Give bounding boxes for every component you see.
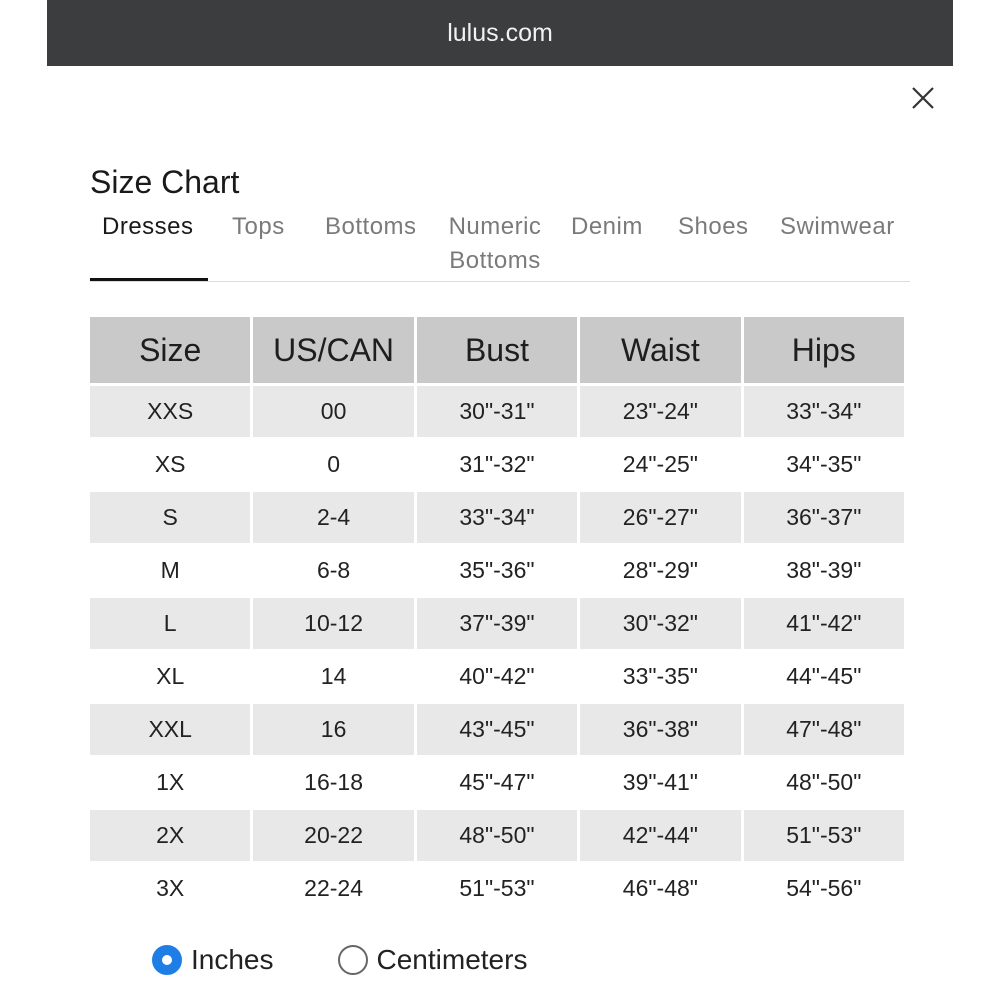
cell-hips: 36"-37" <box>744 492 904 545</box>
table-row <box>90 704 904 757</box>
header-waist: Waist <box>580 314 740 386</box>
cell-waist: 42"-44" <box>580 810 740 863</box>
table-row <box>90 651 904 704</box>
cell-size: S <box>90 492 250 545</box>
table-row <box>90 810 904 863</box>
cell-hips: 47"-48" <box>744 704 904 757</box>
table-row <box>90 757 904 810</box>
cell-size: XL <box>90 651 250 704</box>
tab-swimwear[interactable]: Swimwear <box>780 213 895 240</box>
cell-us-can: 14 <box>253 651 413 704</box>
cell-hips: 41"-42" <box>744 598 904 651</box>
unit-label-centimeters: Centimeters <box>376 944 528 975</box>
tab-tops[interactable]: Tops <box>232 213 285 240</box>
tab-numeric-bottoms[interactable]: Numeric Bottoms <box>448 213 542 274</box>
cell-size: XXL <box>90 704 250 757</box>
cell-waist: 28"-29" <box>580 545 740 598</box>
category-tabs <box>90 210 910 282</box>
cell-size: 1X <box>90 757 250 810</box>
cell-waist: 26"-27" <box>580 492 740 545</box>
cell-hips: 33"-34" <box>744 386 904 439</box>
cell-bust: 43"-45" <box>417 704 577 757</box>
tab-dresses[interactable]: Dresses <box>102 213 194 240</box>
tab-shoes[interactable]: Shoes <box>678 213 749 240</box>
cell-bust: 31"-32" <box>417 439 577 492</box>
cell-waist: 23"-24" <box>580 386 740 439</box>
url-text: lulus.com <box>447 18 553 47</box>
cell-bust: 33"-34" <box>417 492 577 545</box>
unit-label-inches: Inches <box>191 944 274 975</box>
close-icon[interactable] <box>905 80 941 116</box>
tab-denim[interactable]: Denim <box>571 213 643 240</box>
header-size: Size <box>90 314 250 386</box>
table-row <box>90 545 904 598</box>
cell-waist: 46"-48" <box>580 863 740 916</box>
cell-us-can: 16-18 <box>253 757 413 810</box>
header-us-can: US/CAN <box>253 314 413 386</box>
cell-size: XS <box>90 439 250 492</box>
cell-hips: 38"-39" <box>744 545 904 598</box>
cell-waist: 39"-41" <box>580 757 740 810</box>
cell-hips: 51"-53" <box>744 810 904 863</box>
cell-bust: 45"-47" <box>417 757 577 810</box>
table-row <box>90 439 904 492</box>
header-hips: Hips <box>744 314 904 386</box>
cell-us-can: 10-12 <box>253 598 413 651</box>
cell-waist: 33"-35" <box>580 651 740 704</box>
cell-us-can: 16 <box>253 704 413 757</box>
cell-hips: 48"-50" <box>744 757 904 810</box>
cell-size: XXS <box>90 386 250 439</box>
cell-size: 3X <box>90 863 250 916</box>
modal-title: Size Chart <box>90 164 240 200</box>
radio-unselected-icon[interactable] <box>338 945 368 975</box>
cell-waist: 36"-38" <box>580 704 740 757</box>
table-header-row <box>90 314 904 386</box>
cell-bust: 35"-36" <box>417 545 577 598</box>
cell-size: L <box>90 598 250 651</box>
cell-hips: 44"-45" <box>744 651 904 704</box>
size-chart-table <box>87 314 907 916</box>
table-row <box>90 492 904 545</box>
table-row <box>90 386 904 439</box>
cell-us-can: 6-8 <box>253 545 413 598</box>
unit-option-centimeters[interactable] <box>338 944 528 976</box>
cell-waist: 30"-32" <box>580 598 740 651</box>
cell-bust: 37"-39" <box>417 598 577 651</box>
cell-us-can: 2-4 <box>253 492 413 545</box>
radio-selected-icon[interactable] <box>152 945 182 975</box>
table-row <box>90 598 904 651</box>
unit-option-inches[interactable] <box>152 944 274 976</box>
cell-size: 2X <box>90 810 250 863</box>
cell-waist: 24"-25" <box>580 439 740 492</box>
browser-url-bar[interactable] <box>47 0 953 66</box>
tab-bottoms[interactable]: Bottoms <box>325 213 417 240</box>
cell-us-can: 20-22 <box>253 810 413 863</box>
cell-hips: 54"-56" <box>744 863 904 916</box>
table-row <box>90 863 904 916</box>
cell-us-can: 00 <box>253 386 413 439</box>
header-bust: Bust <box>417 314 577 386</box>
cell-bust: 51"-53" <box>417 863 577 916</box>
cell-size: M <box>90 545 250 598</box>
cell-us-can: 0 <box>253 439 413 492</box>
cell-us-can: 22-24 <box>253 863 413 916</box>
cell-bust: 48"-50" <box>417 810 577 863</box>
cell-bust: 30"-31" <box>417 386 577 439</box>
active-tab-indicator <box>90 278 208 281</box>
unit-toggle <box>152 938 591 982</box>
cell-bust: 40"-42" <box>417 651 577 704</box>
cell-hips: 34"-35" <box>744 439 904 492</box>
